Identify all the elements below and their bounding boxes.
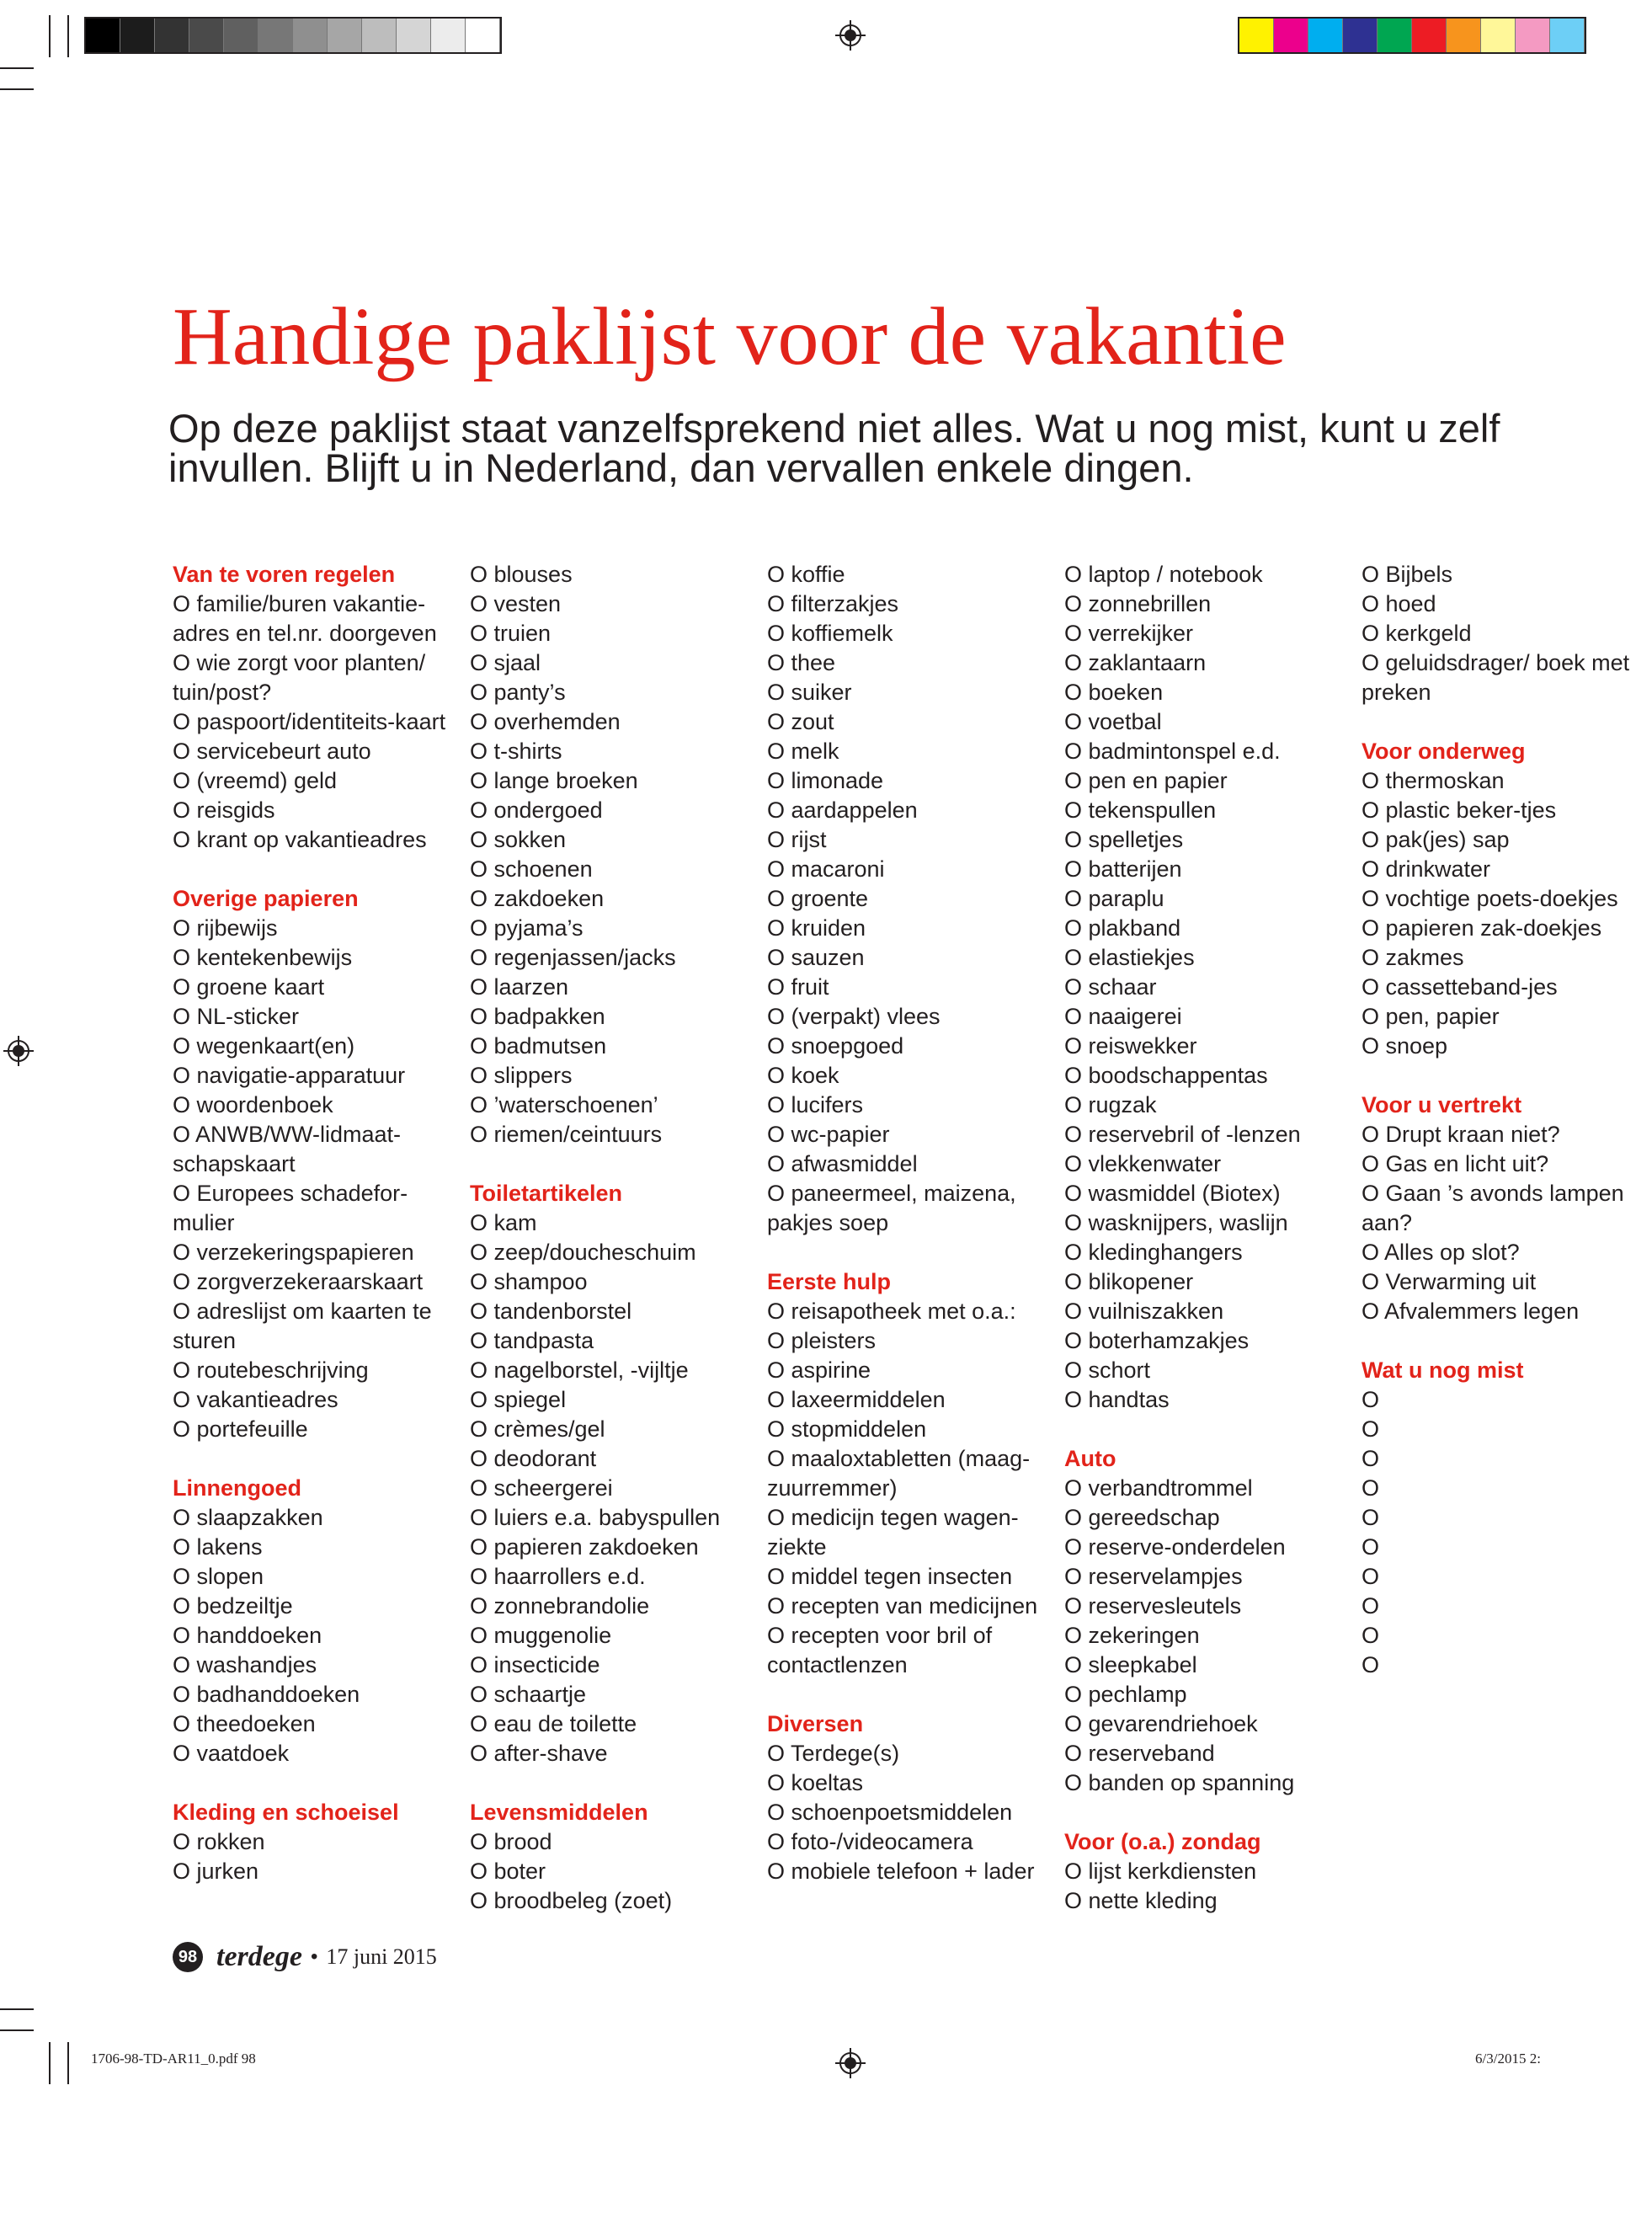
- checklist-item: O zaklantaarn: [1064, 650, 1207, 675]
- checklist-item: O sleepkabel: [1064, 1652, 1197, 1677]
- checklist-item: O recepten voor bril of contactlenzen: [767, 1623, 993, 1677]
- list-section: [1362, 737, 1652, 1061]
- checklist-item: O spelletjes: [1064, 827, 1184, 852]
- checklist-item: O zakdoeken: [470, 886, 605, 911]
- checklist-item: O afwasmiddel: [767, 1151, 918, 1176]
- checklist-item: O koek: [767, 1063, 839, 1088]
- checklist-item: O snoepgoed: [767, 1033, 904, 1059]
- checklist-item: O suiker: [767, 680, 852, 705]
- section-heading: Diversen: [767, 1711, 864, 1736]
- checklist-item: O stopmiddelen: [767, 1416, 927, 1442]
- checklist-item: O banden op spanning: [1064, 1770, 1295, 1795]
- registration-mark-icon: [3, 1036, 34, 1066]
- page-number: 98: [173, 1942, 203, 1972]
- checklist-item: O sokken: [470, 827, 567, 852]
- checklist-item: O riemen/ceintuurs: [470, 1122, 663, 1147]
- checklist-item: O batterijen: [1064, 856, 1182, 882]
- checklist-item: O Gas en licht uit?: [1362, 1151, 1549, 1176]
- checklist-item: O Europees schadefor-mulier: [173, 1181, 408, 1235]
- print-slug-file: 1706-98-TD-AR11_0.pdf 98: [91, 2051, 256, 2067]
- list-section: [173, 1798, 463, 1886]
- checklist: [470, 1827, 760, 1916]
- checklist-item: O pen, papier: [1362, 1004, 1500, 1029]
- section-heading: Voor u vertrekt: [1362, 1092, 1522, 1117]
- checklist-item: O adreslijst om kaarten te sturen: [173, 1299, 432, 1353]
- checklist-item: O familie/buren vakantie-adres en tel.nr. doorgeven: [173, 591, 437, 646]
- checklist-item: O ondergoed: [470, 797, 603, 823]
- checklist-item: O tekenspullen: [1064, 797, 1217, 823]
- checklist-item: O handtas: [1064, 1387, 1170, 1412]
- checklist-item: O boeken: [1064, 680, 1164, 705]
- checklist-item: O NL-sticker: [173, 1004, 300, 1029]
- checklist-item: O nagelborstel, -vijltje: [470, 1357, 689, 1383]
- list-section: [767, 1709, 1058, 1886]
- checklist-item: O handdoeken: [173, 1623, 322, 1648]
- checklist-item: O cassetteband-jes: [1362, 974, 1558, 1000]
- checklist-item: O macaroni: [767, 856, 885, 882]
- grayscale-swatch: [328, 19, 362, 52]
- checklist: [470, 1208, 760, 1768]
- checklist-item: O wie zorgt voor planten/ tuin/post?: [173, 650, 426, 705]
- grayscale-swatch: [155, 19, 189, 52]
- checklist-item: O vuilniszakken: [1064, 1299, 1224, 1324]
- checklist: [173, 914, 463, 1444]
- crop-mark: [0, 88, 34, 90]
- color-swatch: [1481, 19, 1516, 52]
- checklist-item: O panty’s: [470, 680, 566, 705]
- section-heading: Overige papieren: [173, 886, 359, 911]
- checklist-item: O paspoort/identiteits-kaart: [173, 709, 446, 734]
- color-swatch: [1447, 19, 1481, 52]
- checklist-item: O paraplu: [1064, 886, 1164, 911]
- checklist-item: O Terdege(s): [767, 1741, 900, 1766]
- list-column: [1362, 560, 1652, 1709]
- intro-text: Op deze paklijst staat vanzelfsprekend niet alles. Wat u nog mist, kunt u zelf invullen. Blijft u in Nederland, dan vervallen enkele dingen.: [168, 406, 1500, 490]
- section-heading: Van te voren regelen: [173, 562, 396, 587]
- page-title: Handige paklijst voor de vakantie: [173, 291, 1287, 382]
- checklist-item: O theedoeken: [173, 1711, 316, 1736]
- checklist-item: O spiegel: [470, 1387, 567, 1412]
- checklist-item: O schaar: [1064, 974, 1157, 1000]
- checklist-item: O verbandtrommel: [1064, 1475, 1253, 1501]
- checklist-item: O insecticide: [470, 1652, 600, 1677]
- checklist-item: O wegenkaart(en): [173, 1033, 355, 1059]
- checklist-item: O ’waterschoenen’: [470, 1092, 658, 1117]
- checklist-item: O hoed: [1362, 591, 1436, 616]
- checklist-item: O krant op vakantieadres: [173, 827, 427, 852]
- checklist-item: O verzekeringspapieren: [173, 1240, 414, 1265]
- checklist-item: O vesten: [470, 591, 562, 616]
- grayscale-swatch: [120, 19, 155, 52]
- checklist-item: O pak(jes) sap: [1362, 827, 1510, 852]
- checklist: [1064, 560, 1355, 1415]
- checklist-item: O schoenen: [470, 856, 593, 882]
- grayscale-swatch: [362, 19, 397, 52]
- checklist-item: O zeep/doucheschuim: [470, 1240, 696, 1265]
- checklist-item: O: [1362, 1564, 1380, 1589]
- checklist-item: O naaigerei: [1064, 1004, 1182, 1029]
- checklist-item: O washandjes: [173, 1652, 317, 1677]
- checklist-item: O badmutsen: [470, 1033, 607, 1059]
- crop-mark: [49, 2042, 51, 2084]
- checklist-item: O thermoskan: [1362, 768, 1505, 793]
- checklist-item: O reisgids: [173, 797, 275, 823]
- list-section: [173, 884, 463, 1444]
- list-column: [1064, 560, 1355, 1945]
- list-section: [767, 1267, 1058, 1680]
- checklist-item: O Drupt kraan niet?: [1362, 1122, 1560, 1147]
- checklist-item: O lijst kerkdiensten: [1064, 1859, 1257, 1884]
- list-section: [470, 1179, 760, 1768]
- section-heading: Voor (o.a.) zondag: [1064, 1829, 1261, 1854]
- checklist-item: O drinkwater: [1362, 856, 1491, 882]
- checklist: [1362, 766, 1652, 1061]
- crop-mark: [67, 15, 69, 57]
- checklist: [767, 560, 1058, 1238]
- checklist-item: O kruiden: [767, 915, 866, 941]
- checklist-item: O lucifers: [767, 1092, 864, 1117]
- grayscale-swatch: [189, 19, 224, 52]
- checklist: [1362, 1385, 1652, 1680]
- checklist-item: O papieren zakdoeken: [470, 1534, 699, 1560]
- checklist-item: O: [1362, 1416, 1380, 1442]
- footer-separator: •: [310, 1945, 318, 1968]
- checklist: [173, 589, 463, 855]
- checklist-item: O zonnebrandolie: [470, 1593, 650, 1619]
- color-swatch: [1308, 19, 1343, 52]
- checklist: [1362, 560, 1652, 707]
- checklist: [1362, 1120, 1652, 1326]
- color-swatch: [1274, 19, 1308, 52]
- checklist-item: O papieren zak-doekjes: [1362, 915, 1602, 941]
- checklist-item: O blikopener: [1064, 1269, 1194, 1294]
- checklist-item: O maaloxtabletten (maag-zuurremmer): [767, 1446, 1031, 1501]
- checklist-item: O reservesleutels: [1064, 1593, 1242, 1619]
- list-section: [1064, 1444, 1355, 1798]
- checklist-item: O: [1362, 1652, 1380, 1677]
- checklist-item: O t-shirts: [470, 739, 562, 764]
- checklist-item: O slaapzakken: [173, 1505, 323, 1530]
- checklist-item: O (vreemd) geld: [173, 768, 338, 793]
- checklist-item: O recepten van medicijnen: [767, 1593, 1038, 1619]
- color-swatch: [1516, 19, 1550, 52]
- grayscale-swatch: [224, 19, 258, 52]
- magazine-logo: terdege: [216, 1941, 302, 1972]
- checklist-item: O zonnebrillen: [1064, 591, 1212, 616]
- checklist-item: O groente: [767, 886, 869, 911]
- checklist-item: O koeltas: [767, 1770, 864, 1795]
- checklist-item: O portefeuille: [173, 1416, 308, 1442]
- checklist-item: O geluidsdrager/ boek met preken: [1362, 650, 1630, 705]
- section-heading: Levensmiddelen: [470, 1800, 648, 1825]
- checklist-item: O foto-/videocamera: [767, 1829, 973, 1854]
- grayscale-swatch: [293, 19, 328, 52]
- checklist-item: O reserve-onderdelen: [1064, 1534, 1286, 1560]
- checklist-item: O paneermeel, maizena, pakjes soep: [767, 1181, 1016, 1235]
- checklist-item: O zout: [767, 709, 834, 734]
- checklist-item: O reservebril of -lenzen: [1064, 1122, 1301, 1147]
- checklist-item: O schaartje: [470, 1682, 587, 1707]
- checklist-item: O wc-papier: [767, 1122, 890, 1147]
- checklist-item: O: [1362, 1593, 1380, 1619]
- grayscale-calibration-bar: [84, 17, 502, 54]
- color-swatch: [1378, 19, 1412, 52]
- checklist-item: O nette kleding: [1064, 1888, 1218, 1913]
- checklist-item: O boter: [470, 1859, 546, 1884]
- list-section: [1362, 1356, 1652, 1680]
- checklist-item: O middel tegen insecten: [767, 1564, 1013, 1589]
- crop-mark: [67, 2042, 69, 2084]
- checklist: [767, 1739, 1058, 1886]
- section-heading: Linnengoed: [173, 1475, 301, 1501]
- checklist-item: O: [1362, 1505, 1380, 1530]
- color-swatch: [1239, 19, 1274, 52]
- checklist-item: O ANWB/WW-lidmaat-schapskaart: [173, 1122, 402, 1176]
- checklist-item: O badpakken: [470, 1004, 605, 1029]
- checklist: [173, 1827, 463, 1886]
- checklist-item: O plakband: [1064, 915, 1181, 941]
- section-heading: Wat u nog mist: [1362, 1357, 1524, 1383]
- checklist-item: O medicijn tegen wagen-ziekte: [767, 1505, 1019, 1560]
- checklist-item: O gevarendriehoek: [1064, 1711, 1258, 1736]
- checklist-item: O Gaan ’s avonds lampen aan?: [1362, 1181, 1624, 1235]
- checklist-item: O: [1362, 1387, 1380, 1412]
- crop-mark: [0, 2008, 34, 2010]
- checklist-item: O kerkgeld: [1362, 621, 1472, 646]
- checklist-item: O: [1362, 1534, 1380, 1560]
- section-heading: Kleding en schoeisel: [173, 1800, 399, 1825]
- checklist-item: O: [1362, 1446, 1380, 1471]
- checklist-item: O scheergerei: [470, 1475, 613, 1501]
- checklist: [1064, 1474, 1355, 1798]
- checklist-item: O voetbal: [1064, 709, 1162, 734]
- checklist-item: O zekeringen: [1064, 1623, 1200, 1648]
- checklist-item: O badhanddoeken: [173, 1682, 360, 1707]
- checklist-item: O aardappelen: [767, 797, 918, 823]
- checklist: [1064, 1857, 1355, 1916]
- checklist-item: O rugzak: [1064, 1092, 1157, 1117]
- color-swatch: [1343, 19, 1378, 52]
- checklist-item: O schort: [1064, 1357, 1151, 1383]
- checklist-item: O eau de toilette: [470, 1711, 637, 1736]
- checklist-item: O wasknijpers, waslijn: [1064, 1210, 1288, 1235]
- crop-mark: [0, 2029, 34, 2031]
- section-heading: Eerste hulp: [767, 1269, 892, 1294]
- checklist-item: O vlekkenwater: [1064, 1151, 1222, 1176]
- publication-date: 17 juni 2015: [326, 1944, 437, 1969]
- checklist-item: O melk: [767, 739, 839, 764]
- checklist-item: O fruit: [767, 974, 829, 1000]
- checklist-item: O zakmes: [1362, 945, 1464, 970]
- checklist-item: O sjaal: [470, 650, 541, 675]
- checklist-item: O rijbewijs: [173, 915, 278, 941]
- checklist-item: O blouses: [470, 562, 573, 587]
- list-column: [470, 560, 760, 1945]
- checklist-item: O limonade: [767, 768, 884, 793]
- page-footer: [173, 1941, 437, 1973]
- checklist-item: O regenjassen/jacks: [470, 945, 676, 970]
- checklist-item: O gereedschap: [1064, 1505, 1220, 1530]
- checklist-item: O wasmiddel (Biotex): [1064, 1181, 1281, 1206]
- checklist-item: O pyjama’s: [470, 915, 584, 941]
- checklist-item: O laarzen: [470, 974, 569, 1000]
- registration-mark-icon: [835, 20, 866, 51]
- checklist-item: O groene kaart: [173, 974, 325, 1000]
- checklist-item: O vaatdoek: [173, 1741, 290, 1766]
- list-section: [1064, 1827, 1355, 1916]
- checklist-item: O pen en papier: [1064, 768, 1228, 793]
- checklist-item: O bedzeiltje: [173, 1593, 293, 1619]
- checklist-item: O thee: [767, 650, 836, 675]
- checklist-item: O deodorant: [470, 1446, 597, 1471]
- checklist-item: O: [1362, 1623, 1380, 1648]
- list-section: [1362, 1091, 1652, 1326]
- checklist-item: O elastiekjes: [1064, 945, 1195, 970]
- checklist-item: O pleisters: [767, 1328, 877, 1353]
- checklist-item: O laptop / notebook: [1064, 562, 1263, 587]
- checklist-item: O navigatie-apparatuur: [173, 1063, 406, 1088]
- checklist-item: O plastic beker-tjes: [1362, 797, 1557, 823]
- checklist-item: O Afvalemmers legen: [1362, 1299, 1580, 1324]
- checklist-item: O reisapotheek met o.a.:: [767, 1299, 1016, 1324]
- grayscale-swatch: [86, 19, 120, 52]
- checklist-item: O reservelampjes: [1064, 1564, 1243, 1589]
- checklist-item: O overhemden: [470, 709, 621, 734]
- list-section: [470, 1798, 760, 1916]
- checklist-item: O sauzen: [767, 945, 865, 970]
- checklist-item: O crèmes/gel: [470, 1416, 605, 1442]
- checklist-item: O mobiele telefoon + lader: [767, 1859, 1035, 1884]
- checklist-item: O muggenolie: [470, 1623, 612, 1648]
- section-heading: Toiletartikelen: [470, 1181, 623, 1206]
- checklist-item: O filterzakjes: [767, 591, 899, 616]
- checklist-item: O truien: [470, 621, 552, 646]
- grayscale-swatch: [397, 19, 431, 52]
- checklist-item: O: [1362, 1475, 1380, 1501]
- checklist-item: O brood: [470, 1829, 552, 1854]
- checklist-item: O broodbeleg (zoet): [470, 1888, 673, 1913]
- checklist-item: O badmintonspel e.d.: [1064, 739, 1281, 764]
- checklist-item: O shampoo: [470, 1269, 588, 1294]
- checklist-item: O slopen: [173, 1564, 264, 1589]
- checklist-item: O lange broeken: [470, 768, 638, 793]
- checklist-item: O kentekenbewijs: [173, 945, 353, 970]
- checklist-item: O kledinghangers: [1064, 1240, 1243, 1265]
- checklist-item: O (verpakt) vlees: [767, 1004, 941, 1029]
- checklist-item: O woordenboek: [173, 1092, 333, 1117]
- list-section: [767, 560, 1058, 1238]
- checklist-item: O aspirine: [767, 1357, 871, 1383]
- grayscale-swatch: [258, 19, 293, 52]
- checklist-item: O slippers: [470, 1063, 573, 1088]
- grayscale-swatch: [466, 19, 500, 52]
- checklist-item: O reserveband: [1064, 1741, 1215, 1766]
- list-section: [173, 1474, 463, 1768]
- checklist-item: O kam: [470, 1210, 537, 1235]
- checklist-item: O luiers e.a. babyspullen: [470, 1505, 721, 1530]
- checklist-item: O servicebeurt auto: [173, 739, 371, 764]
- checklist-item: O snoep: [1362, 1033, 1448, 1059]
- checklist-item: O vochtige poets-doekjes: [1362, 886, 1618, 911]
- checklist-item: O lakens: [173, 1534, 263, 1560]
- checklist-item: O rokken: [173, 1829, 265, 1854]
- color-swatch: [1550, 19, 1585, 52]
- checklist-item: O pechlamp: [1064, 1682, 1187, 1707]
- list-section: [470, 560, 760, 1149]
- grayscale-swatch: [431, 19, 466, 52]
- print-slug-timestamp: 6/3/2015 2:: [1475, 2051, 1541, 2067]
- checklist-item: O tandenborstel: [470, 1299, 632, 1324]
- checklist-item: O vakantieadres: [173, 1387, 338, 1412]
- checklist: [173, 1503, 463, 1768]
- checklist-item: O zorgverzekeraarskaart: [173, 1269, 424, 1294]
- checklist-item: O laxeermiddelen: [767, 1387, 946, 1412]
- list-column: [767, 560, 1058, 1916]
- checklist-item: O routebeschrijving: [173, 1357, 369, 1383]
- checklist-item: O haarrollers e.d.: [470, 1564, 646, 1589]
- checklist-item: O Verwarming uit: [1362, 1269, 1537, 1294]
- checklist-item: O rijst: [767, 827, 827, 852]
- list-column: [173, 560, 463, 1916]
- color-calibration-bar: [1238, 17, 1586, 54]
- registration-mark-icon: [835, 2048, 866, 2078]
- crop-mark: [49, 15, 51, 57]
- section-heading: Voor onderweg: [1362, 739, 1526, 764]
- section-heading: Auto: [1064, 1446, 1116, 1471]
- color-swatch: [1412, 19, 1447, 52]
- checklist-item: O Bijbels: [1362, 562, 1453, 587]
- checklist-item: O boterhamzakjes: [1064, 1328, 1250, 1353]
- crop-mark: [0, 67, 34, 69]
- list-section: [173, 560, 463, 855]
- checklist-item: O Alles op slot?: [1362, 1240, 1520, 1265]
- checklist-item: O tandpasta: [470, 1328, 594, 1353]
- checklist-item: O verrekijker: [1064, 621, 1194, 646]
- checklist-item: O reiswekker: [1064, 1033, 1197, 1059]
- checklist: [470, 560, 760, 1149]
- checklist-item: O boodschappentas: [1064, 1063, 1268, 1088]
- checklist-item: O koffiemelk: [767, 621, 893, 646]
- checklist-item: O schoenpoetsmiddelen: [767, 1800, 1013, 1825]
- list-section: [1064, 560, 1355, 1415]
- checklist: [767, 1297, 1058, 1680]
- checklist-item: O jurken: [173, 1859, 259, 1884]
- list-section: [1362, 560, 1652, 707]
- checklist-item: O after-shave: [470, 1741, 608, 1766]
- checklist-item: O koffie: [767, 562, 845, 587]
